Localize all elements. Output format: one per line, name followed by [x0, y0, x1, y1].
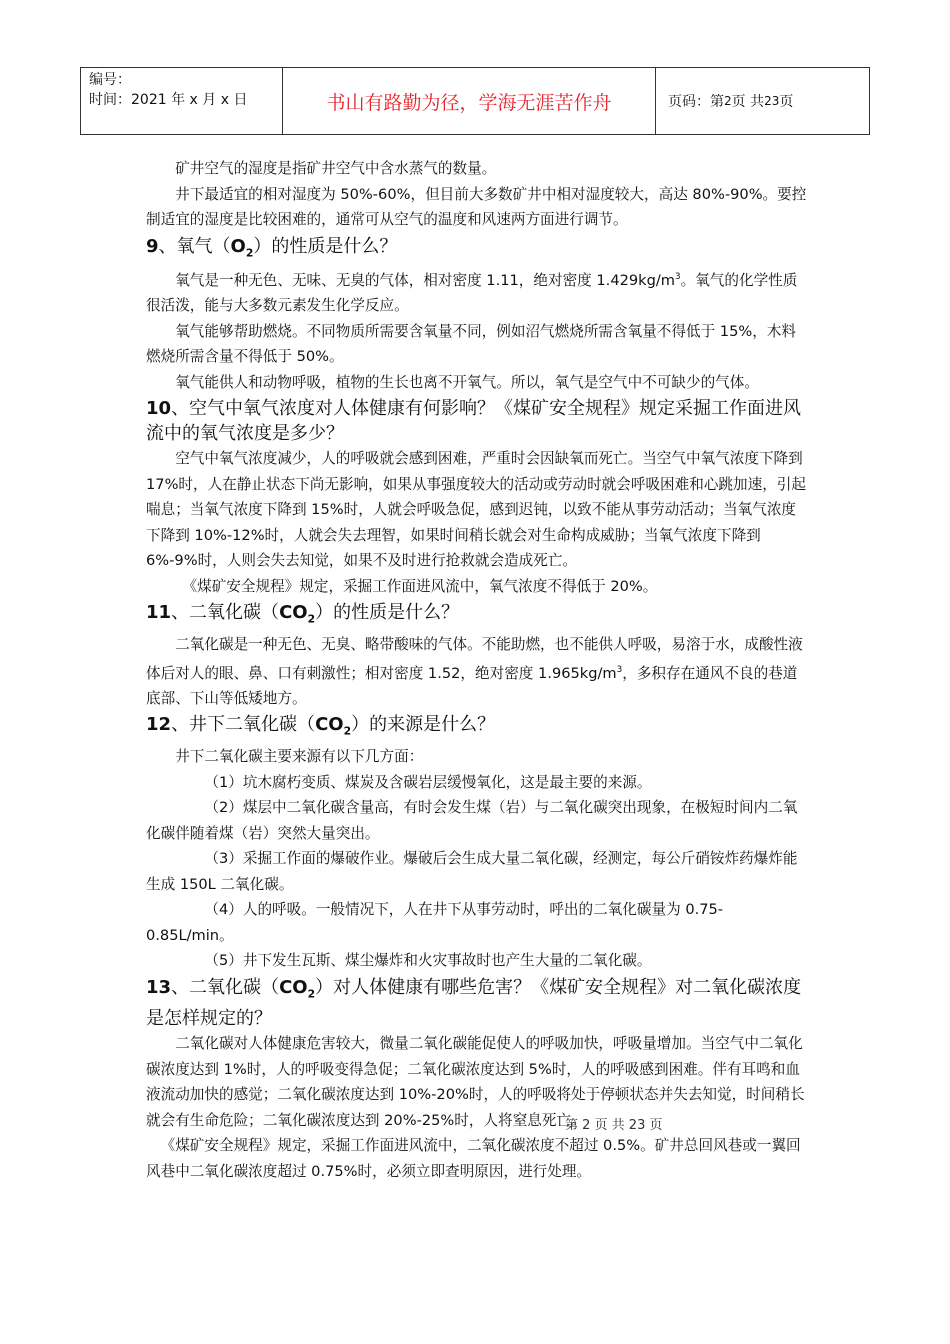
paragraph: [146, 265, 810, 319]
paragraph-text: 。氧气的化学性质很活泼，能与大多数元素发生化学反应。: [146, 271, 798, 315]
heading-text: ）的来源是什么？: [351, 714, 496, 736]
formula-subscript: 2: [307, 987, 316, 1001]
paragraph-text: 二氧化碳是一种无色、无臭、略带酸味的气体。不能助燃，也不能供人呼吸，易溶于水，成酸性液体后对人的眼、鼻、口有刺激性；相对密度 1.52，绝对密度 1.965kg/m: [146, 636, 803, 682]
paragraph: [146, 632, 810, 711]
question-heading-12: [146, 712, 810, 744]
heading-text: ）的性质是什么？: [315, 602, 460, 624]
page-header: [80, 67, 870, 135]
page-number: 2: [724, 94, 732, 108]
paragraph: 《煤矿安全规程》规定，采掘工作面进风流中，二氧化碳浓度不超过 0.5%。矿井总回风巷或一翼回风巷中二氧化碳浓度超过 0.75%时，必须立即查明原因，进行处理。: [146, 1137, 801, 1180]
question-number: 11: [146, 602, 172, 624]
paragraph: 井下最适宜的相对湿度为 50%-60%，但目前大多数矿井中相对湿度较大，高达 80%-90%。要控制适宜的湿度是比较困难的，通常可从空气的温度和风速两方面进行调节。: [146, 185, 807, 228]
list-item: （3）采掘工作面的爆破作业。爆破后会生成大量二氧化碳，经测定，每公斤硝铵炸药爆炸能生成 150L 二氧化碳。: [146, 850, 798, 893]
page-mid: 页 共: [731, 94, 765, 110]
heading-text: ）对人体健康有哪些危害？《煤矿安全规程》对二氧化碳浓度是怎样规定的？: [146, 976, 802, 1030]
header-motto: 书山有路勤为径，学海无涯苦作舟: [283, 68, 656, 134]
chemical-formula: O: [230, 235, 246, 257]
list-item: （4）人的呼吸。一般情况下，人在井下从事劳动时，呼出的二氧化碳量为 0.75-0.85L/min。: [146, 901, 724, 944]
heading-text: 、氧气（: [158, 235, 231, 257]
paragraph: 《煤矿安全规程》规定，采掘工作面进风流中，氧气浓度不得低于 20%。: [182, 577, 658, 595]
chemical-formula: CO: [279, 602, 308, 624]
page-counter: [656, 68, 869, 134]
question-heading-10: [146, 396, 810, 446]
page-total: 23: [764, 94, 780, 108]
question-heading-13: [146, 975, 810, 1032]
page-suffix: 页: [779, 94, 794, 110]
chemical-formula: CO: [279, 976, 308, 998]
question-number: 12: [146, 714, 172, 736]
paragraph: 二氧化碳对人体健康危害较大，微量二氧化碳能促使人的呼吸加快，呼吸量增加。当空气中二氧化碳浓度达到 1%时，人的呼吸变得急促；二氧化碳浓度达到 5%时，人的呼吸感到困难。伴有耳鸣和血液流动加快的感觉；二氧化碳浓度达到 10%-20%时，人的呼吸将处于停顿状态并失去知觉，时间稍长就会有生命危险；二氧化碳浓度达到 20%-25%时，人将窒息死亡。: [146, 1035, 805, 1129]
list-item: （1）坑木腐朽变质、煤炭及含碳岩层缓慢氧化，这是最主要的来源。: [204, 773, 652, 791]
unit-superscript: 3: [675, 272, 681, 283]
formula-subscript: 2: [343, 725, 352, 738]
paragraph: 空气中氧气浓度减少，人的呼吸就会感到困难，严重时会因缺氧而死亡。当空气中氧气浓度下降到 17%时，人在静止状态下尚无影响，如果从事强度较大的活动或劳动时就会呼吸困难和心跳加速，引起喘息；当氧气浓度下降到 15%时，人就会呼吸急促，感到迟钝，以致不能从事劳动活动；当氧气浓度下降到 10%-12%时，人就会失去理智，如果时间稍长就会对生命构成威胁；当氧气浓度下降到 6%-9%时，人则会失去知觉，如果不及时进行抢救就会造成死亡。: [146, 450, 806, 570]
question-number: 10: [146, 398, 172, 420]
heading-text: 、井下二氧化碳（: [171, 714, 316, 736]
heading-text: 、二氧化碳（: [171, 976, 280, 998]
heading-text: 、二氧化碳（: [171, 602, 280, 624]
unit-superscript: 3: [616, 664, 623, 675]
page-footer: 第 2 页 共 23 页: [565, 1118, 663, 1133]
question-number: 9: [146, 235, 159, 257]
document-number-label: 编号：: [89, 72, 131, 88]
header-meta: [81, 68, 283, 134]
paragraph-text: 氧气是一种无色、无味、无臭的气体，相对密度 1.11，绝对密度 1.429kg/m: [175, 271, 676, 289]
paragraph-text: ，多积存在通风不良的巷道底部、下山等低矮地方。: [146, 664, 798, 707]
page-prefix: 页码：第: [668, 94, 724, 110]
question-heading-9: [146, 234, 810, 266]
paragraph: 矿井空气的湿度是指矿井空气中含水蒸气的数量。: [175, 160, 497, 177]
heading-text: ）的性质是什么？: [253, 235, 398, 257]
question-heading-11: [146, 600, 810, 632]
paragraph: 井下二氧化碳主要来源有以下几方面：: [175, 748, 424, 765]
heading-text: 、空气中氧气浓度对人体健康有何影响？《煤矿安全规程》规定采掘工作面进风流中的氧气浓度是多少？: [146, 398, 802, 445]
paragraph: 氧气能供人和动物呼吸，植物的生长也离不开氧气。所以，氧气是空气中不可缺少的气体。: [175, 373, 759, 391]
list-item: （2）煤层中二氧化碳含量高，有时会发生煤（岩）与二氧化碳突出现象，在极短时间内二氧化碳伴随着煤（岩）突然大量突出。: [146, 799, 798, 842]
document-date: 时间：2021 年 x 月 x 日: [89, 92, 248, 108]
formula-subscript: 2: [245, 246, 254, 260]
formula-subscript: 2: [307, 613, 316, 627]
chemical-formula: CO: [315, 714, 344, 736]
list-item: （5）井下发生瓦斯、煤尘爆炸和火灾事故时也产生大量的二氧化碳。: [204, 952, 652, 969]
document-body: [146, 156, 810, 1184]
paragraph: 氧气能够帮助燃烧。不同物质所需要含氧量不同，例如沼气燃烧所需含氧量不得低于 15%，木料燃烧所需含量不得低于 50%。: [146, 322, 797, 366]
question-number: 13: [146, 976, 172, 998]
